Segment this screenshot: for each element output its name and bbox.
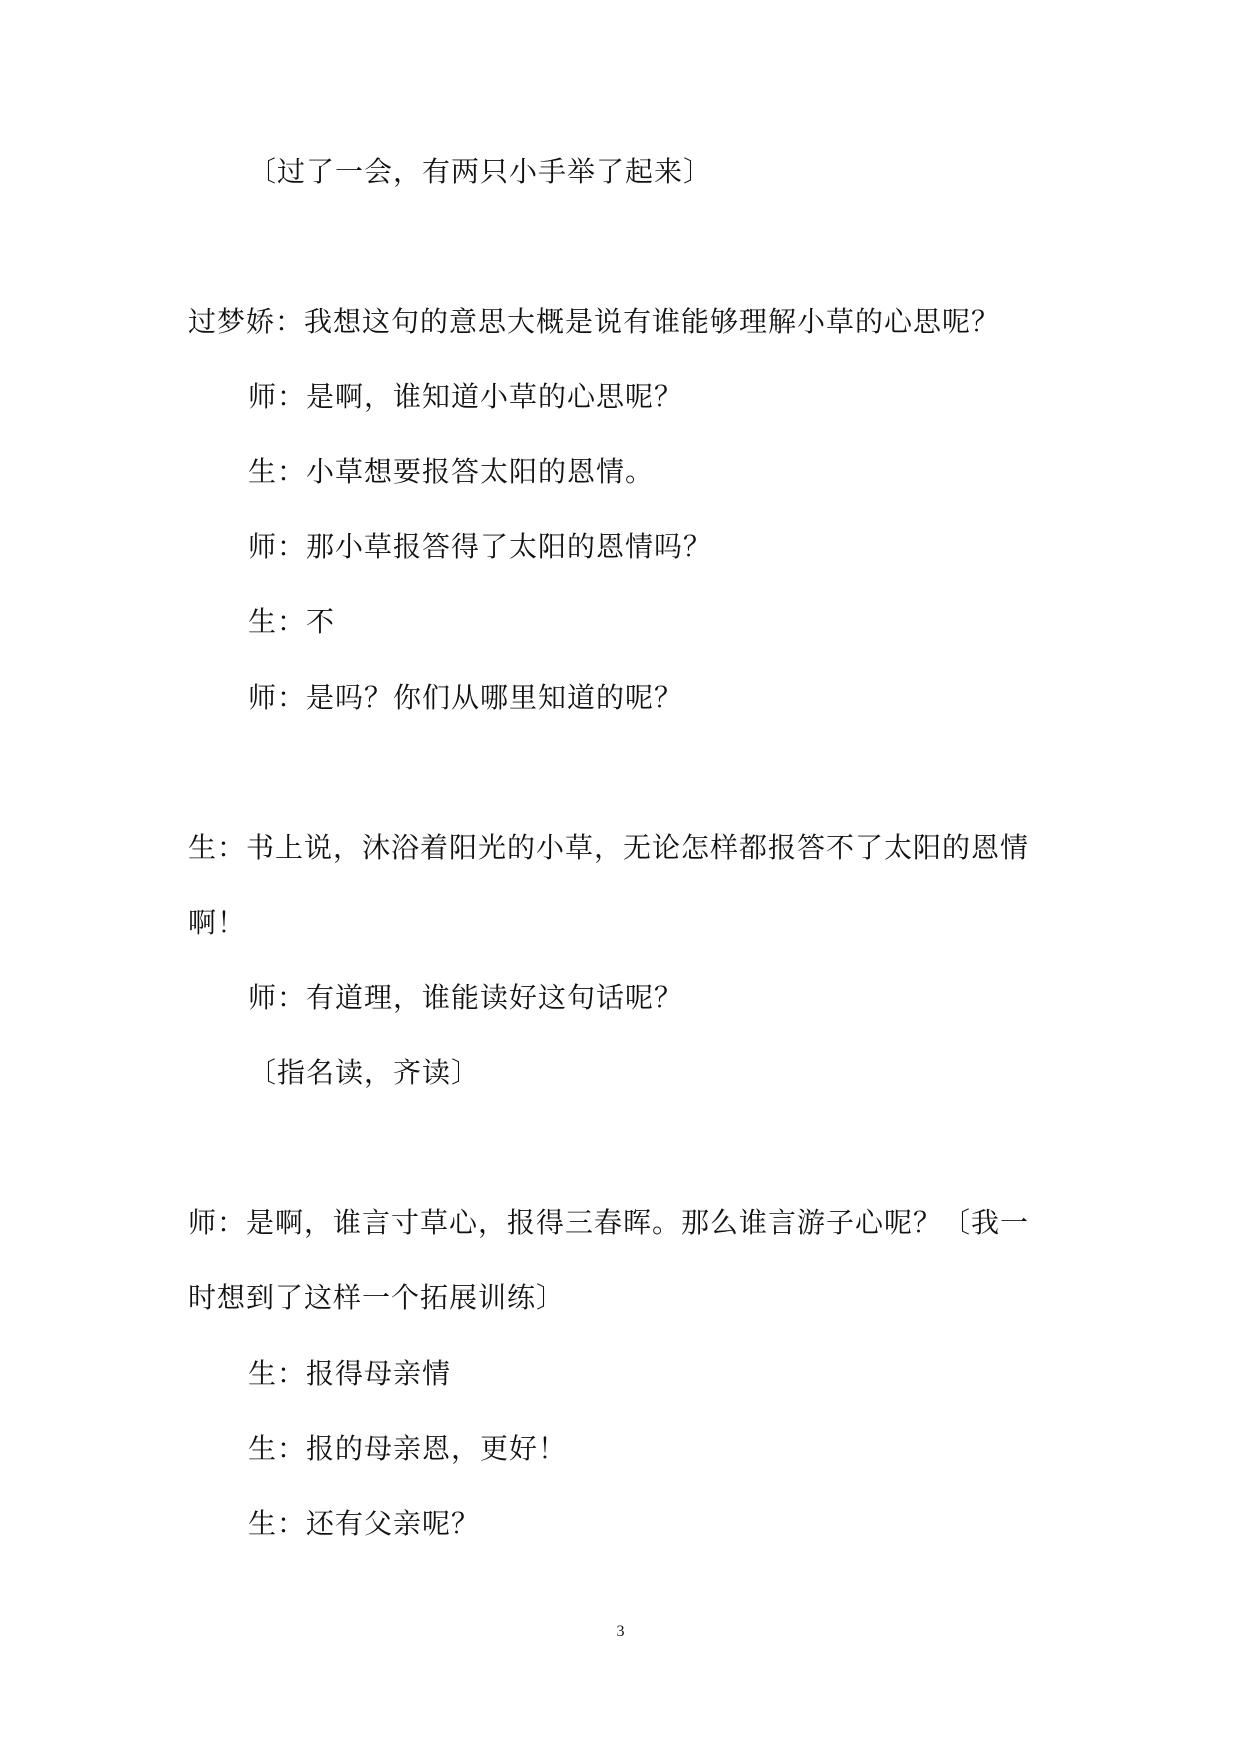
text-line: 生：不 <box>248 605 336 638</box>
page-number: 3 <box>616 1623 625 1640</box>
text-line: 师：是啊，谁言寸草心，报得三春晖。那么谁言游子心呢？〔我一 <box>188 1206 1030 1239</box>
text-line: 生：书上说，沐浴着阳光的小草，无论怎样都报答不了太阳的恩情 <box>188 831 1030 864</box>
text-line: 〔过了一会，有两只小手举了起来〕 <box>248 155 713 188</box>
text-line: 生：报得母亲情 <box>248 1357 452 1390</box>
text-line: 生：还有父亲呢？ <box>248 1507 481 1540</box>
text-line: 师：是啊，谁知道小草的心思呢？ <box>248 380 684 413</box>
text-line: 〔指名读，齐读〕 <box>248 1056 481 1089</box>
text-line: 过梦娇：我想这句的意思大概是说有谁能够理解小草的心思呢？ <box>188 305 1001 338</box>
text-line: 师：是吗？你们从哪里知道的呢？ <box>248 681 684 714</box>
text-line: 师：那小草报答得了太阳的恩情吗？ <box>248 530 713 563</box>
text-line: 生：报的母亲恩，更好！ <box>248 1432 568 1465</box>
text-line: 生：小草想要报答太阳的恩情。 <box>248 455 655 488</box>
text-line: 时想到了这样一个拓展训练〕 <box>188 1281 566 1314</box>
text-line: 师：有道理，谁能读好这句话呢？ <box>248 981 684 1014</box>
text-line: 啊！ <box>188 906 247 939</box>
